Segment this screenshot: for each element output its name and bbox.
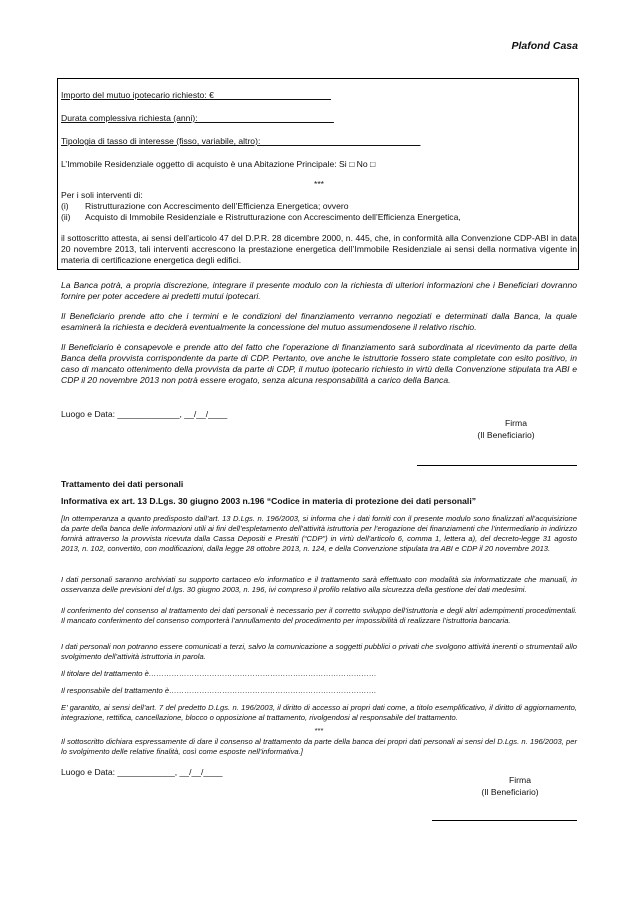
- signature-line-1[interactable]: [417, 465, 577, 466]
- privacy-paragraph-1: [In ottemperanza a quanto predisposto dall’art. 13 D.Lgs. n. 196/2003, si informa che i dati forniti con il presente modulo sono finalizzati all’acquisizione da parte della banca delle informazioni utili ai fini dell’espletamento dell’attività istruttoria per l’erogazione dei finanziamenti che l’intermediario in indirizzo fornirà attraverso la provvista ricevuta dalla Cassa Depositi e Prestiti (“CDP”) in virtù dell’articolo 6, comma 1, lettera a), del decreto-legge 31 agosto 2013, n. 102, convertito, con modificazioni, dalla legge 28 ottobre 2013, n. 124, e della Convenzione stipulata tra ABI e CDP il 20 novembre 2013.: [61, 514, 577, 553]
- privacy-subtitle: Informativa ex art. 13 D.Lgs. 30 giugno 2003 n.196 “Codice in materia di protezione dei dati personali”: [61, 496, 477, 506]
- firma-label-2: Firma: [509, 775, 531, 785]
- paragraph-termini: Il Beneficiario prende atto che i termini e le condizioni del finanziamento verranno negoziati e determinati dalla Banca, la quale esaminerà la richiesta e deciderà eventualmente la concessione del mutuo assumendosene il relativo rischio.: [61, 311, 577, 332]
- attestazione-text: il sottoscritto attesta, ai sensi dell’articolo 47 del D.P.R. 28 dicembre 2000, n. 445, che, in conformità alla Convenzione CDP-ABI in data 20 novembre 2013, tali interventi accrescono la prestazione energetica dell’Immobile Residenziale ai sensi della normativa vigente in materia di certificazione energetica degli edifici.: [61, 233, 577, 265]
- privacy-paragraph-2: I dati personali saranno archiviati su supporto cartaceo e/o informatico e il trattamento sarà effettuato con modalità sia informatizzate che manuali, in osservanza delle previsioni del d.lgs. 30 giugno 2003, n. 196, ivi compreso il profilo relativo alla sicurezza della gestione dei dati medesimi.: [61, 575, 577, 594]
- privacy-paragraph-3: Il conferimento del consenso al trattamento dei dati personali è necessario per il corretto sviluppo dell’istruttoria e degli altri adempimenti procedimentali. Il mancato conferimento del consenso comporterà l’annullamento del procedimento per impossibilità di realizzare l’istruttoria bancaria.: [61, 606, 577, 625]
- intervento-ii-number: (ii): [61, 212, 71, 222]
- intervento-i-number: (i): [61, 201, 69, 211]
- paragraph-provvista: Il Beneficiario è consapevole e prende atto del fatto che l’operazione di finanziamento sarà subordinata al ricevimento da parte della Banca della provvista corrispondente da parte di CDP. Pertanto, ove anche le istruttorie fossero state completate con esito positivo, in caso di mancato ottenimento della provvista da parte di CDP, il mutuo ipotecario richiesto in virtù della Convenzione stipulata tra ABI e CDP il 20 novembre 2013 non potrà essere erogato, senza alcuna responsabilità a carico della Banca.: [61, 342, 577, 385]
- luogo-data-2[interactable]: Luogo e Data: ____________, __/__/____: [61, 767, 223, 777]
- privacy-title: Trattamento dei dati personali: [61, 479, 184, 489]
- paragraph-integrazione: La Banca potrà, a propria discrezione, integrare il presente modulo con la richiesta di ulteriori informazioni che i Beneficiari dovranno fornire per poter accedere ai predetti mutui ipotecari.: [61, 280, 577, 301]
- durata-field[interactable]: Durata complessiva richiesta (anni): ____________________________: [61, 113, 334, 123]
- intervento-i-text: Ristrutturazione con Accrescimento dell’Efficienza Energetica; ovvero: [85, 201, 349, 211]
- firma-label-1: Firma: [505, 418, 527, 428]
- abitazione-principale-question[interactable]: L’Immobile Residenziale oggetto di acquisto è una Abitazione Principale: Si □ No □: [61, 159, 376, 169]
- intervento-ii-text: Acquisto di Immobile Residenziale e Ristrutturazione con Accrescimento dell’Efficienza Energetica,: [85, 212, 461, 222]
- intervento-ii: [61, 212, 577, 223]
- separator-stars: ***: [313, 179, 325, 189]
- privacy-stars: ***: [314, 726, 324, 735]
- privacy-paragraph-4: I dati personali non potranno essere comunicati a terzi, salvo la comunicazione a soggetti pubblici o privati che svolgono attività inerenti o strumentali allo svolgimento dell’attività istruttoria in parola.: [61, 642, 577, 661]
- privacy-consent: Il sottoscritto dichiara espressamente di dare il consenso al trattamento da parte della banca dei propri dati personali ai sensi del D.Lgs. n. 196/2003, per lo svolgimento delle relative finalità, così come esposte nell’informativa.]: [61, 737, 577, 756]
- titolare-trattamento: Il titolare del trattamento è………………………………………………………………………………: [61, 669, 377, 678]
- privacy-paragraph-diritti: E’ garantito, ai sensi dell’art. 7 del predetto D.Lgs. n. 196/2003, il diritto di accesso ai propri dati come, a titolo esemplificativo, il diritto di aggiornamento, integrazione, rettifica, cancellazione, blocco o opposizione al trattamento, rivolgendosi al responsabile del trattamento.: [61, 703, 577, 722]
- responsabile-trattamento: Il responsabile del trattamento è……………………………………………………………………….: [61, 686, 377, 695]
- luogo-data-1[interactable]: Luogo e Data: _____________, __/__/____: [61, 409, 228, 419]
- intervento-i: [61, 201, 577, 212]
- beneficiario-label-1: (Il Beneficiario): [477, 430, 535, 440]
- importo-field[interactable]: Importo del mutuo ipotecario richiesto: € ________________________: [61, 90, 331, 100]
- interventi-intro: Per i soli interventi di:: [61, 190, 143, 200]
- beneficiario-label-2: (Il Beneficiario): [481, 787, 539, 797]
- document-header: Plafond Casa: [511, 40, 578, 52]
- tipologia-field[interactable]: Tipologia di tasso di interesse (fisso, variabile, altro): _________________________________: [61, 136, 421, 146]
- signature-line-2[interactable]: [432, 820, 577, 821]
